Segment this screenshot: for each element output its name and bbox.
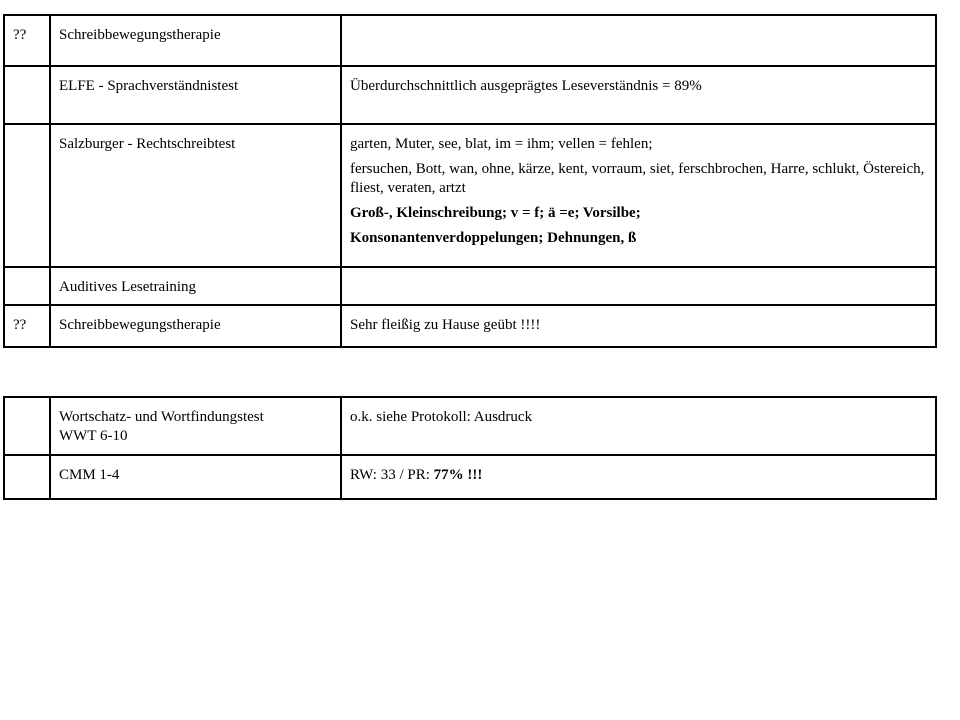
- table-row: [4, 15, 936, 66]
- result-percentile: 77% !!!: [433, 467, 483, 483]
- row-marker: [4, 66, 50, 124]
- table-row: [4, 66, 936, 124]
- test-name: [50, 397, 341, 455]
- test-name: Auditives Lesetraining: [50, 267, 341, 305]
- test-result: o.k. siehe Protokoll: Ausdruck: [341, 397, 936, 455]
- test-name: CMM 1-4: [50, 455, 341, 499]
- table-row: [4, 267, 936, 305]
- test-result: [341, 455, 936, 499]
- spelling-errors-line: fersuchen, Bott, wan, ohne, kärze, kent, vorraum, siet, ferschbrochen, Harre, schlukt, Östereich, fliest, veraten, artzt: [350, 161, 925, 196]
- vocabulary-results-table: [3, 396, 937, 500]
- error-category-line: Konsonantenverdoppelungen; Dehnungen, ß: [350, 230, 637, 246]
- table-row: [4, 455, 936, 499]
- row-marker: [4, 397, 50, 455]
- row-marker: [4, 267, 50, 305]
- test-result: Überdurchschnittlich ausgeprägtes Leseverständnis = 89%: [341, 66, 936, 124]
- table-row: [4, 305, 936, 347]
- therapy-results-table: [3, 14, 937, 348]
- row-marker: [4, 124, 50, 267]
- test-name: ELFE - Sprachverständnistest: [50, 66, 341, 124]
- test-result: [341, 15, 936, 66]
- test-name: Schreibbewegungstherapie: [50, 305, 341, 347]
- test-name: Schreibbewegungstherapie: [50, 15, 341, 66]
- table-row: [4, 124, 936, 267]
- result-score: RW: 33 / PR:: [350, 467, 434, 483]
- row-marker: ??: [4, 15, 50, 66]
- test-result: [341, 267, 936, 305]
- row-marker: [4, 455, 50, 499]
- test-name-line: WWT 6-10: [59, 428, 128, 444]
- test-name-line: Wortschatz- und Wortfindungstest: [59, 409, 264, 425]
- error-category-line: Groß-, Kleinschreibung; v = f; ä =e; Vorsilbe;: [350, 205, 641, 221]
- test-name: Salzburger - Rechtschreibtest: [50, 124, 341, 267]
- test-result: Sehr fleißig zu Hause geübt !!!!: [341, 305, 936, 347]
- table-row: [4, 397, 936, 455]
- spelling-errors-line: garten, Muter, see, blat, im = ihm; vellen = fehlen;: [350, 136, 653, 152]
- row-marker: ??: [4, 305, 50, 347]
- test-result: [341, 124, 936, 267]
